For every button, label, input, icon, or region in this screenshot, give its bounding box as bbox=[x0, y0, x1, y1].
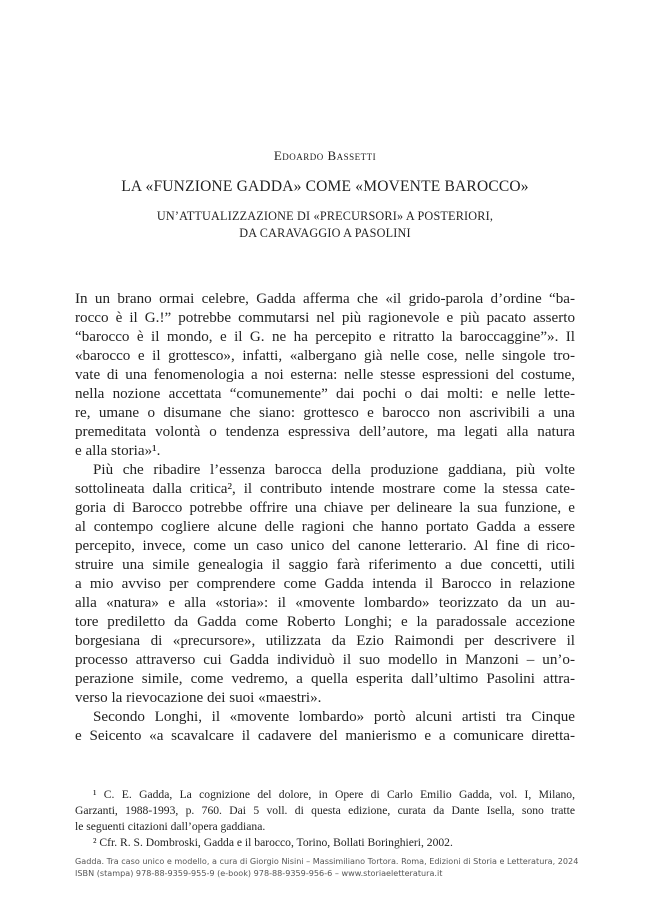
footnote-line: ² Cfr. R. S. Dombroski, Gadda e il barocco, Torino, Bollati Boringhieri, 2002. bbox=[93, 836, 453, 849]
body-line: «barocco e il grottesco», infatti, «albergano già nelle cose, nelle singole tro- bbox=[75, 348, 575, 364]
body-line: perazione simile, come vedremo, a quella esperita dall’ultimo Pasolini attra- bbox=[75, 671, 575, 687]
body-line: e Seicento «a scavalcare il cadavere del manierismo e a comunicare diretta- bbox=[75, 728, 575, 744]
body-line: re, umane o disumane che siano: grottesco e barocco non ascrivibili a una bbox=[75, 405, 575, 421]
body-line: goria di Barocco potrebbe offrire una chiave per delineare la sua funzione, e bbox=[75, 500, 575, 516]
body-line: premeditata volontà o tendenza espressiva dell’autore, ma legati alla natura bbox=[75, 424, 575, 440]
body-line: al contempo cogliere alcune delle ragioni che hanno portato Gadda a essere bbox=[75, 519, 575, 535]
body-line: nella nozione accettata “comunemente” dai pochi o dai molti: e nelle lette- bbox=[75, 386, 575, 402]
article-subtitle-line-1: UN’ATTUALIZZAZIONE DI «PRECURSORI» A POSTERIORI, bbox=[156, 209, 494, 223]
body-line: Secondo Longhi, il «movente lombardo» portò alcuni artisti tra Cinque bbox=[93, 709, 575, 725]
body-line: borgesiana di «precursore», utilizzata da Ezio Raimondi per descrivere il bbox=[75, 633, 575, 649]
body-line: Più che ribadire l’essenza barocca della produzione gaddiana, più volte bbox=[93, 462, 575, 478]
footnote-line: Garzanti, 1988-1993, p. 760. Dai 5 voll. di questa edizione, curata da Dante Isella, sono tratte bbox=[75, 804, 575, 817]
publisher-info-line-2: ISBN (stampa) 978-88-9359-955-9 (e-book) 978-88-9359-956-6 – www.storiaeletteratura.it bbox=[75, 868, 443, 878]
body-line: a mio avviso per comprendere come Gadda intenda il Barocco in relazione bbox=[75, 576, 575, 592]
body-line: verso la rievocazione dei suoi «maestri». bbox=[75, 690, 322, 706]
body-line: alla «natura» e alla «storia»: il «movente lombardo» teorizzato da un au- bbox=[75, 595, 575, 611]
body-line: vate di una fenomenologia a noi esterna: nelle stesse espressioni del costume, bbox=[75, 367, 575, 383]
body-line: “barocco è il mondo, e il G. ne ha percepito e ritratto la baroccaggine”». Il bbox=[75, 329, 575, 345]
body-line: e alla storia»¹. bbox=[75, 443, 161, 459]
body-line: sottolineata dalla critica², il contributo intende mostrare come la stessa cate- bbox=[75, 481, 575, 497]
body-line: processo attraverso cui Gadda individuò il suo modello in Manzoni – un’o- bbox=[75, 652, 575, 668]
body-line: In un brano ormai celebre, Gadda afferma che «il grido-parola d’ordine “ba- bbox=[75, 291, 575, 307]
footnote-line: le seguenti citazioni dall’opera gaddiana. bbox=[75, 820, 266, 833]
body-line: struire una simile genealogia il saggio farà riferimento a due concetti, utili bbox=[75, 557, 575, 573]
body-line: percepito, invece, come un caso unico del canone letterario. Al fine di rico- bbox=[75, 538, 575, 554]
body-line: rocco è il G.!” potrebbe commutarsi nel più ragionevole e più pacato asserto bbox=[75, 310, 575, 326]
author-name: Edoardo Bassetti bbox=[273, 148, 377, 163]
publisher-info-line-1: Gadda. Tra caso unico e modello, a cura di Giorgio Nisini – Massimiliano Tortora. Roma, Edizioni di Storia e Letteratura, 2024 bbox=[75, 856, 579, 866]
article-title: LA «FUNZIONE GADDA» COME «MOVENTE BAROCCO» bbox=[121, 178, 529, 195]
footnote-line: ¹ C. E. Gadda, La cognizione del dolore, in Opere di Carlo Emilio Gadda, vol. I, Milano, bbox=[93, 788, 575, 801]
article-subtitle-line-2: DA CARAVAGGIO A PASOLINI bbox=[239, 226, 411, 240]
body-line: tore prediletto da Gadda come Roberto Longhi; e la paradossale accezione bbox=[75, 614, 575, 630]
